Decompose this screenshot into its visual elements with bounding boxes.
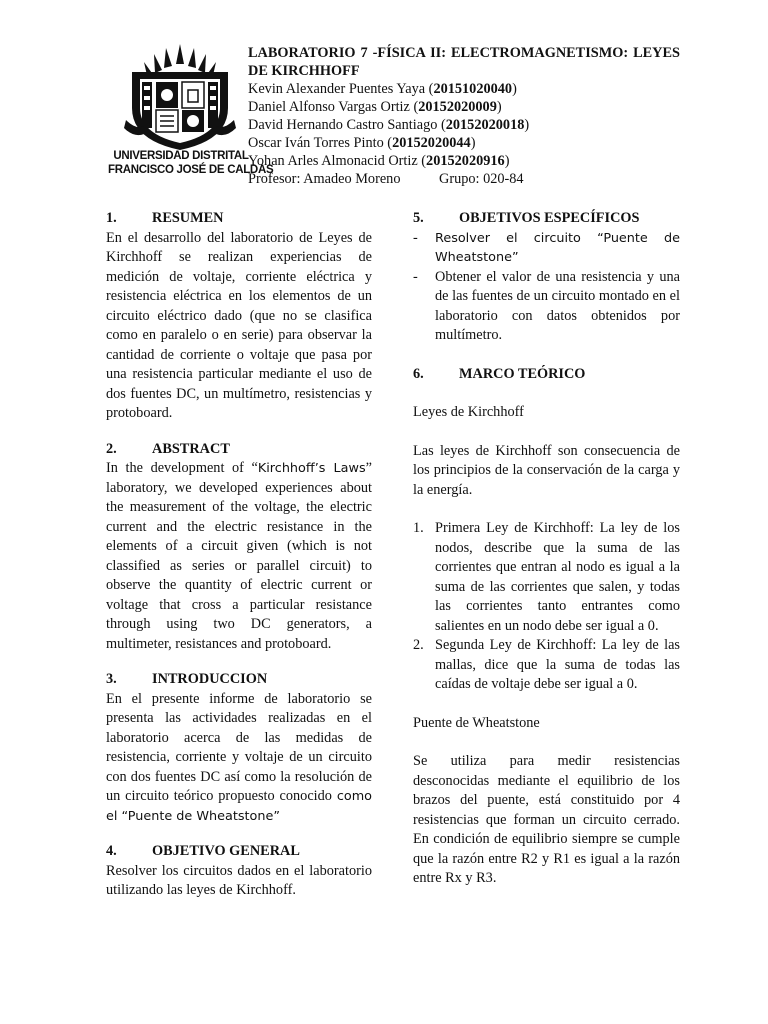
professor: Profesor: Amadeo Moreno [248,171,401,187]
university-name-line2: FRANCISCO JOSÉ DE CALDAS [108,164,274,176]
introduccion-text: En el presente informe de laboratorio se presenta las actividades realizadas en el laboratorio acerca de las medidas de resistencia, corriente y voltaje de un circuito con dos fuentes DC así como la resolución de un circuito teórico propuesto conocido como el “Puente de Wheatstone” [106,690,372,824]
university-name-line1: UNIVERSIDAD DISTRITAL [113,150,249,162]
author-line: David Hernando Castro Santiago (20152020018) [248,117,530,133]
section-heading-objetivos-especificos: 5. OBJETIVOS ESPECÍFICOS [413,210,640,226]
abstract-text: In the development of “Kirchhoff’s Laws” laboratory, we developed experiences about the measurement of the voltage, the electric current and the electric resistance in the elements of a circuit given (which is not classified as series or parallel circuit) to observe the quantity of electric current or voltage that cross a particular resistance through using two DC generators, a multimeter, resistances and protoboard. [106,460,372,652]
section-heading-introduccion: 3. INTRODUCCION [106,671,268,687]
objectives-list [413,229,680,346]
list-item: 2. Segunda Ley de Kirchhoff: La ley de las mallas, dice que la suma de todas las caídas de voltaje debe ser igual a 0. [413,637,680,692]
right-column [413,209,680,889]
kirchhoff-intro-text: Las leyes de Kirchhoff son consecuencia de los principios de la conservación de la carga y la energía. [413,442,680,498]
section-heading-resumen: 1. RESUMEN [106,210,224,226]
university-shield-icon [118,42,242,152]
professor-row [248,170,680,188]
author-line: Oscar Iván Torres Pinto (20152020044) [248,135,476,151]
left-column [106,209,372,901]
author-line: Daniel Alfonso Vargas Ortiz (20152020009) [248,99,502,115]
section-heading-objetivo-general: 4. OBJETIVO GENERAL [106,843,300,859]
paper-title: LABORATORIO 7 -FÍSICA II: ELECTROMAGNETISMO: LEYES DE KIRCHHOFF [248,45,680,79]
subheading-wheatstone: Puente de Wheatstone [413,714,540,731]
resumen-text: En el desarrollo del laboratorio de Leyes de Kirchhoff se realizan experiencias de medición de voltaje, corriente eléctrica y resistencia eléctrica en los elementos de un circuito eléctrico dado (que no se clasifica como en paralelo o en serie) para observar la cantidad de corriente o voltaje que pasa por una resistencia particular mediante el uso de dos fuentes DC, un multímetro, resistencias y protoboard. [106,229,372,421]
paper-header [248,44,680,188]
wheatstone-text: Se utiliza para medir resistencias desconocidas mediante el equilibrio de los brazos del puente, está constituido por 4 resistencias que forman un circuito cerrado. En condición de equilibrio siempre se cumple que la razón entre R2 y R1 es igual a la razón entre Rx y R3. [413,753,680,886]
section-heading-abstract: 2. ABSTRACT [106,440,230,457]
subheading-leyes: Leyes de Kirchhoff [413,404,524,420]
group: Grupo: 020-84 [439,171,524,187]
list-item: 1. Primera Ley de Kirchhoff: La ley de los nodos, describe que la suma de las corrientes que entran al nodo es igual a la suma de las corrientes que salen, y todas las corrientes tanto entrantes como salientes en un nodo debe ser igual a 0. [413,520,680,634]
author-line: Yohan Arles Almonacid Ortiz (20152020916) [248,153,510,169]
author-line: Kevin Alexander Puentes Yaya (20151020040) [248,81,517,97]
objetivo-general-text: Resolver los circuitos dados en el laboratorio utilizando las leyes de Kirchhoff. [106,862,372,898]
list-item: - Resolver el circuito “Puente de Wheatstone” [413,229,680,265]
laws-list [413,519,680,695]
list-item: - Obtener el valor de una resistencia y una de las fuentes de un circuito montado en el laboratorio con datos obtenidos por multímetro. [413,268,680,343]
section-heading-marco-teorico: 6. MARCO TEÓRICO [413,365,586,382]
